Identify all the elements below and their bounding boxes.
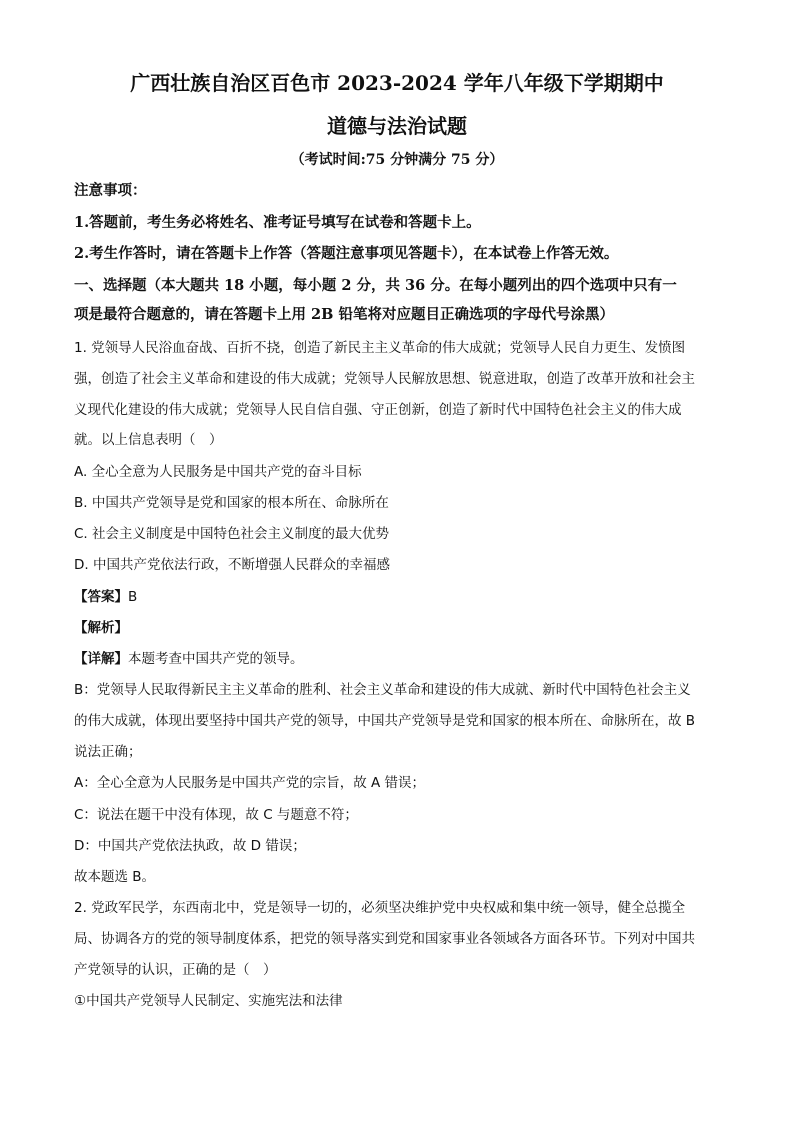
answer-tag: 【答案】 [74,589,128,605]
notice-heading: 注意事项： [74,182,147,199]
notice-item-1: 1.答题前，考生务必将姓名、准考证号填写在试卷和答题卡上。 [74,214,481,231]
section-heading-line-1: 一、选择题（本大题共 18 小题，每小题 2 分，共 36 分。在每小题列出的四个选项中只有一 [74,277,677,294]
q1-stem-line-4: 就。以上信息表明（ ） [74,432,223,448]
q1-option-a: A. 全心全意为人民服务是中国共产党的奋斗目标 [74,464,362,480]
detail-tag: 【详解】 [74,651,128,667]
q2-stem-line-3: 产党领导的认识，正确的是（ ） [74,962,277,978]
exam-title: 广西壮族自治区百色市 2023-2024 学年八年级下学期期中 [130,71,664,95]
q1-explanation-d: D：中国共产党依法执政，故 D 错误； [74,838,306,854]
q1-option-c: C. 社会主义制度是中国特色社会主义制度的最大优势 [74,526,390,542]
exam-info: （考试时间:75 分钟满分 75 分） [290,152,504,168]
q1-stem-line-1: 1. 党领导人民浴血奋战、百折不挠，创造了新民主主义革命的伟大成就；党领导人民自力更生、发愤图 [74,340,686,356]
q1-conclusion: 故本题选 B。 [74,869,156,885]
q1-answer [74,587,724,607]
q1-explanation-b-line-3: 说法正确； [74,744,142,760]
q1-stem-line-2: 强，创造了社会主义革命和建设的伟大成就；党领导人民解放思想、锐意进取，创造了改革开放和社会主 [74,371,695,387]
answer-value: B [128,589,138,605]
section-heading-line-2: 项是最符合题意的，请在答题卡上用 2B 铅笔将对应题目正确选项的字母代号涂黑） [74,306,614,323]
analysis-tag: 【解析】 [74,620,128,636]
q2-stem-line-2: 局、协调各方的党的领导制度体系，把党的领导落实到党和国家事业各领域各方面各环节。下列对中国共 [74,931,695,947]
q2-stem-line-1: 2. 党政军民学，东西南北中，党是领导一切的，必须坚决维护党中央权威和集中统一领导，健全总揽全 [74,900,686,916]
q1-explanation-b-line-1: B：党领导人民取得新民主主义革命的胜利、社会主义革命和建设的伟大成就、新时代中国特色社会主义 [74,682,691,698]
detail-text: 本题考查中国共产党的领导。 [128,651,304,667]
q1-stem-line-3: 义现代化建设的伟大成就；党领导人民自信自强、守正创新，创造了新时代中国特色社会主义的伟大成 [74,402,682,418]
q1-analysis-heading [74,618,724,638]
q1-explanation-b-line-2: 的伟大成就，体现出要坚持中国共产党的领导，中国共产党领导是党和国家的根本所在、命脉所在，故 B [74,713,696,729]
q1-detail [74,649,724,669]
q1-explanation-a: A：全心全意为人民服务是中国共产党的宗旨，故 A 错误； [74,775,426,791]
notice-item-2: 2.考生作答时，请在答题卡上作答（答题注意事项见答题卡），在本试卷上作答无效。 [74,245,619,262]
q2-item-1: ①中国共产党领导人民制定、实施宪法和法律 [74,993,343,1009]
exam-subject-title: 道德与法治试题 [327,114,467,138]
q1-option-b: B. 中国共产党领导是党和国家的根本所在、命脉所在 [74,495,389,511]
q1-explanation-c: C：说法在题干中没有体现，故 C 与题意不符； [74,807,358,823]
q1-option-d: D. 中国共产党依法行政，不断增强人民群众的幸福感 [74,557,390,573]
